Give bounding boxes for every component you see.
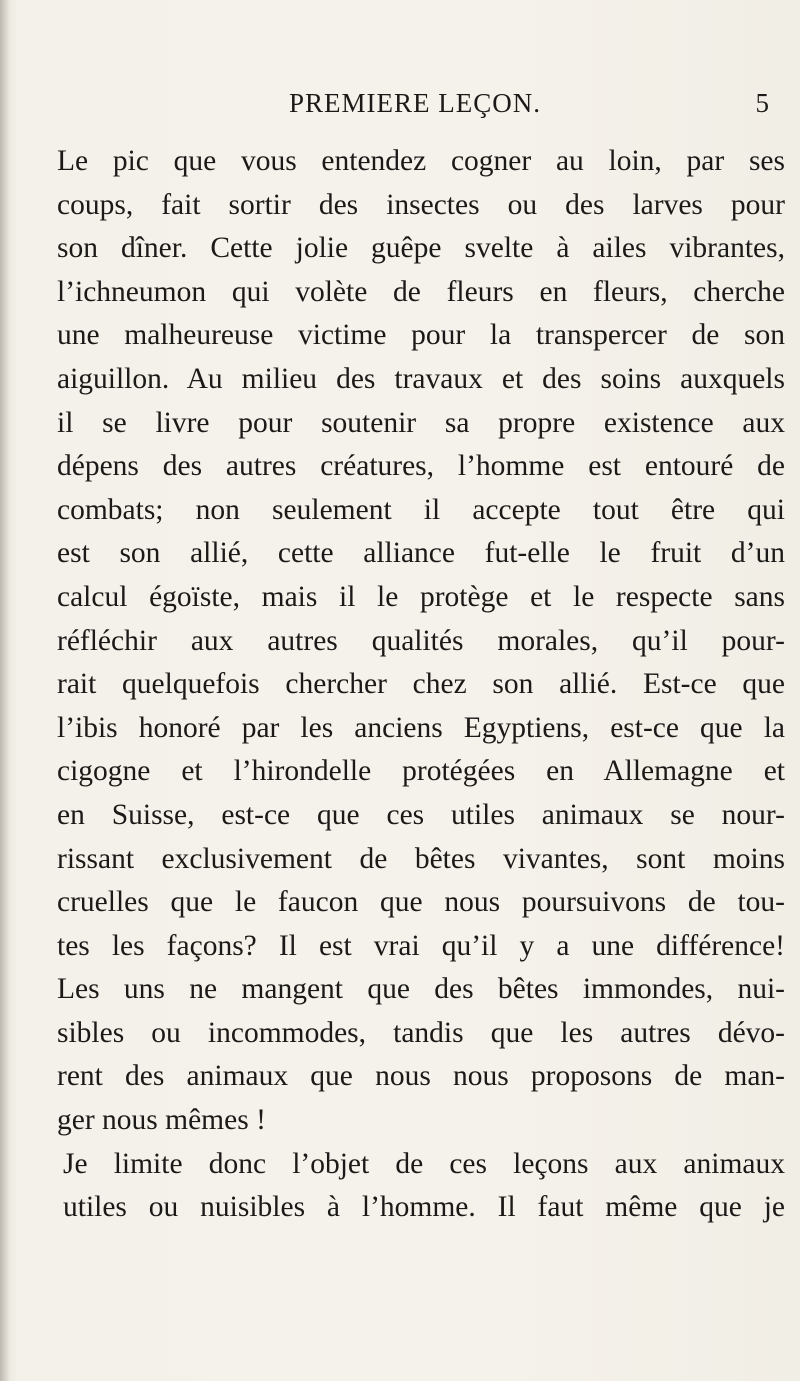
text-line: rent des animaux que nous nous proposons de man-	[57, 1060, 785, 1093]
text-line: Les uns ne mangent que des bêtes immondes, nui-	[57, 973, 785, 1006]
text-line: une malheureuse victime pour la transpercer de son	[57, 319, 785, 352]
running-head	[60, 88, 770, 128]
text-line: utiles ou nuisibles à l’homme. Il faut même que je	[63, 1191, 785, 1224]
text-line: sibles ou incommodes, tandis que les autres dévo-	[57, 1016, 785, 1049]
text-line: son dîner. Cette jolie guêpe svelte à ailes vibrantes,	[57, 232, 785, 265]
text-line: cigogne et l’hirondelle protégées en Allemagne et	[57, 755, 785, 788]
text-line: ger nous mêmes !	[57, 1104, 266, 1137]
text-line: est son allié, cette alliance fut-elle le fruit d’un	[57, 537, 785, 570]
text-line: en Suisse, est-ce que ces utiles animaux se nour-	[57, 798, 785, 831]
chapter-title: PREMIERE LEÇON.	[288, 88, 541, 118]
text-line: Je limite donc l’objet de ces leçons aux animaux	[63, 1147, 785, 1180]
text-line: dépens des autres créatures, l’homme est entouré de	[57, 450, 785, 483]
text-line: il se livre pour soutenir sa propre existence aux	[57, 406, 785, 439]
text-line: aiguillon. Au milieu des travaux et des soins auxquels	[57, 362, 785, 395]
text-line: calcul égoïste, mais il le protège et le respecte sans	[57, 580, 785, 613]
text-line: l’ibis honoré par les anciens Egyptiens, est-ce que la	[57, 711, 785, 744]
text-line: combats; non seulement il accepte tout être qui	[57, 493, 785, 526]
text-line: coups, fait sortir des insectes ou des larves pour	[57, 188, 785, 221]
page-number: 5	[755, 88, 770, 118]
text-line: tes les façons? Il est vrai qu’il y a une différence!	[57, 929, 785, 962]
text-line: réfléchir aux autres qualités morales, qu’il pour-	[57, 624, 785, 657]
gutter-shadow	[0, 0, 10, 1381]
text-line: l’ichneumon qui volète de fleurs en fleurs, cherche	[57, 275, 785, 308]
text-line: cruelles que le faucon que nous poursuivons de tou-	[57, 886, 785, 919]
text-line: Le pic que vous entendez cogner au loin, par ses	[57, 145, 785, 177]
text-line: rissant exclusivement de bêtes vivantes, sont moins	[57, 842, 785, 875]
body-text	[57, 140, 785, 1230]
text-line: rait quelquefois chercher chez son allié. Est-ce que	[57, 668, 785, 701]
